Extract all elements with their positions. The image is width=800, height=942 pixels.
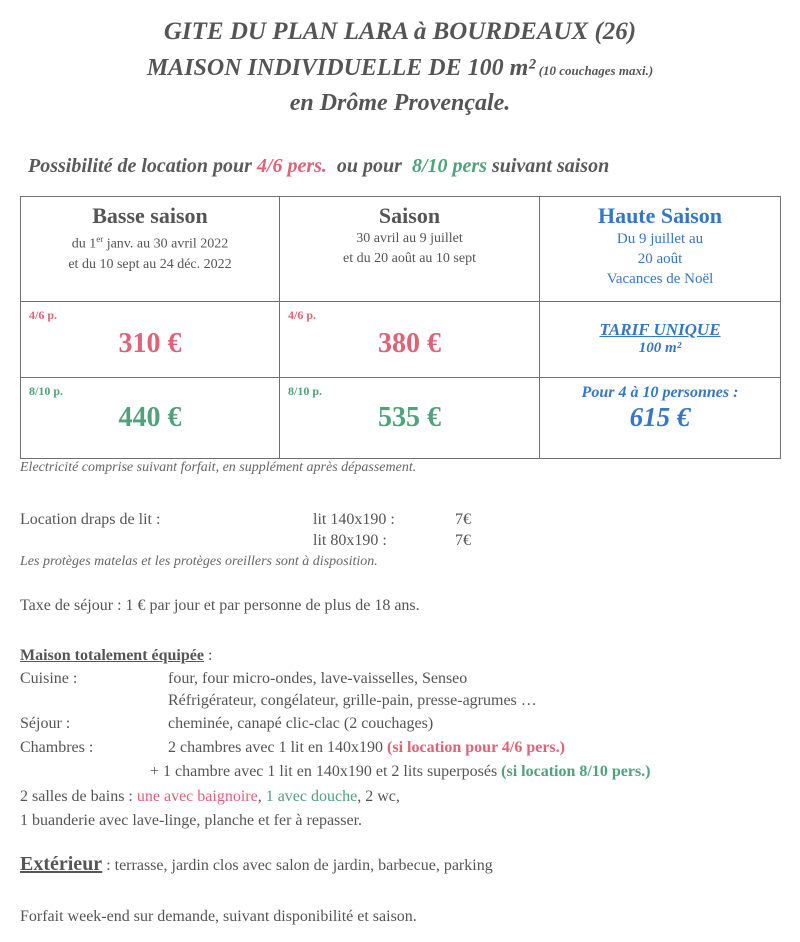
basse-8-10-cell	[21, 378, 280, 459]
haute-saison-dates-2: 20 août	[637, 251, 683, 267]
haute-tarif-unique-cell	[540, 302, 781, 378]
possibility-suffix: suivant saison	[486, 155, 610, 177]
cuisine-line-1: four, four micro-ondes, lave-vaisselles, Senseo	[168, 670, 468, 687]
basse-saison-title: Basse saison	[92, 203, 208, 228]
title-line-2-main: MAISON INDIVIDUELLE DE 100 m²	[146, 55, 536, 81]
linen-label: Location draps de lit :	[20, 511, 161, 528]
chambres-label: Chambres :	[20, 739, 94, 756]
basse-8-10-label: 8/10 p.	[29, 384, 64, 398]
linen-note: Les protèges matelas et les protèges oreillers sont à disposition.	[20, 554, 378, 569]
possibility-middle: ou pour	[326, 155, 412, 177]
haute-saison-title: Haute Saison	[597, 203, 723, 228]
basse-4-6-cell	[21, 302, 280, 378]
saison-4-6-label: 4/6 p.	[288, 308, 317, 322]
location-possibility	[28, 155, 609, 178]
basse-saison-dates-2: et du 10 sept au 24 déc. 2022	[68, 256, 232, 272]
chambres-line-1	[168, 739, 565, 757]
saison-dates-1: 30 avril au 9 juillet	[356, 231, 463, 246]
linen-item-140: lit 140x190 :	[313, 511, 395, 528]
equipment-colon: :	[203, 647, 213, 664]
exterior-line	[20, 853, 493, 876]
equipment-heading	[20, 647, 212, 665]
saison-8-10-price: 535 €	[378, 402, 441, 433]
saison-8-10-cell	[280, 378, 540, 459]
title-line-2-capacity: (10 couchages maxi.)	[535, 63, 654, 78]
basse-saison-header	[21, 197, 280, 302]
haute-price-cell	[540, 378, 781, 459]
saison-8-10-label: 8/10 p.	[288, 384, 323, 398]
saison-title: Saison	[378, 203, 441, 228]
cuisine-label: Cuisine :	[20, 670, 78, 687]
basse-4-6-price: 310 €	[118, 328, 182, 359]
title-line-3: en Drôme Provençale.	[289, 90, 511, 116]
pricing-table	[20, 196, 781, 459]
chambres-line-1-text: 2 chambres avec 1 lit en 140x190	[168, 739, 388, 756]
bathrooms-line	[20, 788, 400, 806]
title-line-1: GITE DU PLAN LARA à BOURDEAUX (26)	[163, 18, 637, 45]
basse-4-6-label: 4/6 p.	[29, 308, 58, 322]
exterior-text: : terrasse, jardin clos avec salon de jardin, barbecue, parking	[102, 857, 493, 874]
title-line-2	[0, 55, 800, 82]
basse-dates-sup: er	[96, 234, 104, 244]
chambres-line-1-note: (si location pour 4/6 pers.)	[387, 739, 565, 756]
possibility-prefix: Possibilité de location pour	[28, 155, 257, 177]
bathroom-shower: 1 avec douche	[265, 788, 358, 805]
bathroom-bathtub: une avec baignoire	[136, 788, 258, 805]
chambres-line-2-note: (si location 8/10 pers.)	[501, 763, 651, 780]
possibility-option-4-6: 4/6 pers.	[256, 155, 327, 177]
haute-saison-dates-1: Du 9 juillet au	[616, 231, 704, 247]
tourist-tax: Taxe de séjour : 1 € par jour et par personne de plus de 18 ans.	[20, 597, 420, 614]
linen-price-80: 7€	[455, 532, 471, 549]
equipment-title: Maison totalement équipée	[20, 647, 204, 664]
bathrooms-prefix: 2 salles de bains :	[20, 788, 137, 805]
electricity-note: Electricité comprise suivant forfait, en supplément après dépassement.	[20, 460, 417, 475]
tarif-unique-surface: 100 m²	[638, 340, 682, 356]
bathroom-sep: ,	[257, 788, 266, 805]
tarif-unique-label: TARIF UNIQUE	[599, 320, 721, 339]
sejour-label: Séjour :	[20, 715, 71, 732]
linen-price-140: 7€	[455, 511, 471, 528]
basse-saison-dates-1	[21, 229, 279, 255]
weekend-note: Forfait week-end sur demande, suivant disponibilité et saison.	[20, 908, 417, 925]
exterior-title: Extérieur	[20, 853, 103, 875]
sejour-line: cheminée, canapé clic-clac (2 couchages)	[168, 715, 434, 732]
chambres-line-2	[150, 763, 651, 781]
basse-dates-suffix: janv. au 30 avril 2022	[103, 236, 229, 252]
saison-header	[280, 197, 540, 302]
haute-price: 615 €	[629, 402, 691, 432]
laundry-line: 1 buanderie avec lave-linge, planche et fer à repasser.	[20, 812, 363, 829]
haute-saison-header	[540, 197, 781, 302]
haute-group-label: Pour 4 à 10 personnes :	[581, 384, 739, 401]
saison-dates-2: et du 20 août au 10 sept	[343, 251, 476, 266]
basse-8-10-price: 440 €	[118, 402, 182, 433]
bathrooms-suffix: , 2 wc,	[357, 788, 400, 805]
linen-item-80: lit 80x190 :	[313, 532, 387, 549]
cuisine-line-2: Réfrigérateur, congélateur, grille-pain, presse-agrumes …	[168, 692, 537, 709]
chambres-line-2-text: + 1 chambre avec 1 lit en 140x190 et 2 lits superposés	[150, 763, 502, 780]
saison-4-6-cell	[280, 302, 540, 378]
possibility-option-8-10: 8/10 pers	[411, 155, 487, 177]
haute-saison-dates-3: Vacances de Noël	[606, 271, 714, 287]
saison-4-6-price: 380 €	[378, 328, 441, 359]
basse-dates-prefix: du 1	[71, 236, 97, 252]
